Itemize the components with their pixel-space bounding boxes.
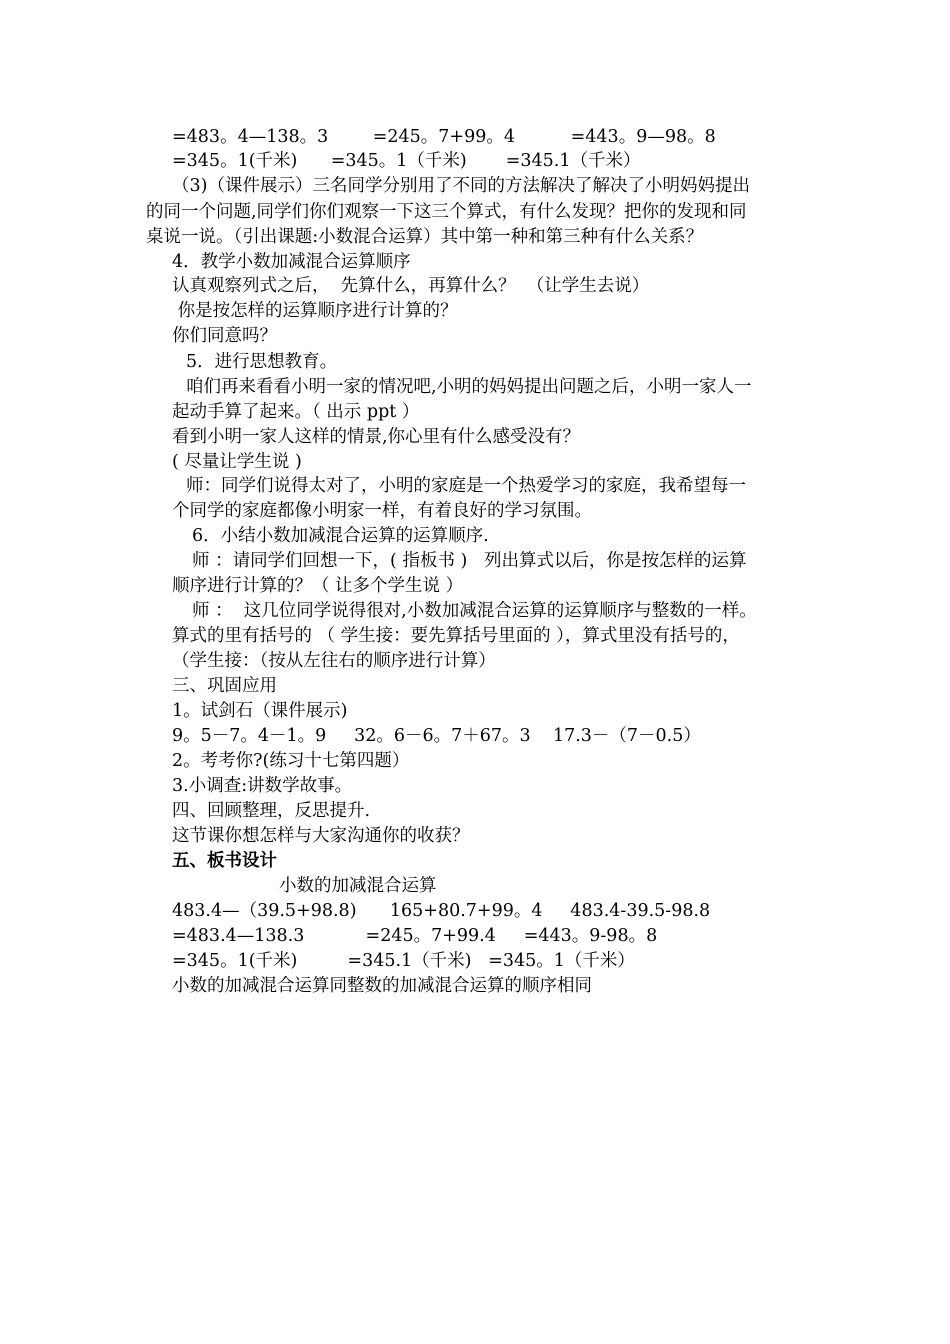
- text-line: 小数的加减混合运算同整数的加减混合运算的顺序相同: [172, 976, 592, 996]
- text-line: =345。1(千米) =345。1（千米) =345.1（千米）: [172, 151, 641, 171]
- text-line: 3.小调查:讲数学故事。: [172, 776, 353, 796]
- text-line: 起动手算了起来。（ 出示 ppt ）: [172, 402, 420, 422]
- text-line: ( 尽量让学生说 ): [172, 452, 302, 472]
- text-line: 1。试剑石（课件展示): [172, 701, 348, 721]
- text-line: 顺序进行计算的？（ 让多个学生说 ）: [172, 576, 464, 596]
- text-line: 桌说一说。（引出课题:小数混合运算）其中第一种和第三种有什么关系？: [146, 227, 704, 247]
- section-heading: 4．教学小数加减混合运算顺序: [172, 252, 411, 272]
- text-line: 咱们再来看看小明一家的情况吧,小明的妈妈提出问题之后，小明一家人一: [186, 377, 752, 397]
- text-line: 认真观察列式之后， 先算什么，再算什么？ （让学生去说）: [172, 276, 650, 296]
- text-line: 2。考考你?(练习十七第四题）: [172, 751, 410, 771]
- section-heading: 三、巩固应用: [172, 676, 277, 696]
- text-line: 的同一个问题,同学们你们观察一下这三个算式，有什么发现？把你的发现和同: [146, 202, 747, 222]
- text-line: 这节课你想怎样与大家沟通你的收获？: [172, 826, 470, 846]
- section-heading: 四、回顾整理，反思提升.: [172, 801, 371, 821]
- text-line: =483.4—138.3 =245。7+99.4 =443。9-98。8: [172, 926, 658, 946]
- section-heading-bold: 五、板书设计: [172, 851, 277, 871]
- text-line: =345。1(千米) =345.1（千米) =345。1（千米）: [172, 951, 635, 971]
- text-line: （学生接：（按从左往右的顺序进行计算）: [172, 651, 496, 671]
- board-title: 小数的加减混合运算: [279, 876, 437, 896]
- text-line: 算式的里有括号的 （ 学生接：要先算括号里面的 ），算式里没有括号的，: [172, 626, 740, 646]
- section-heading: 5．进行思想教育。: [186, 352, 338, 372]
- text-line: 9。5－7。4－1。9 32。6－6。7＋67。3 17.3－（7－0.5）: [172, 726, 701, 746]
- text-line: 483.4—（39.5+98.8) 165+80.7+99。4 483.4-39.5-98.8: [172, 901, 711, 921]
- text-line: 师 ： 这几位同学说得很对,小数加减混合运算的运算顺序与整数的一样。: [192, 601, 757, 621]
- text-line: 你们同意吗？: [172, 326, 277, 346]
- text-line: =483。4—138。3 =245。7+99。4 =443。9—98。8: [172, 127, 716, 147]
- text-line: （3)（课件展示）三名同学分别用了不同的方法解决了解决了小明妈妈提出: [172, 176, 750, 196]
- text-line: 你是按怎样的运算顺序进行计算的？: [172, 301, 458, 321]
- text-line: 个同学的家庭都像小明家一样，有着良好的学习氛围。: [172, 501, 592, 521]
- text-line: 师：同学们说得太对了，小明的家庭是一个热爱学习的家庭，我希望每一: [186, 476, 746, 496]
- text-line: 看到小明一家人这样的情景,你心里有什么感受没有？: [172, 427, 581, 447]
- text-line: 师 ：请同学们回想一下，( 指板书 ) 列出算式以后，你是按怎样的运算: [192, 551, 747, 571]
- section-heading: 6．小结小数加减混合运算的运算顺序.: [192, 526, 489, 546]
